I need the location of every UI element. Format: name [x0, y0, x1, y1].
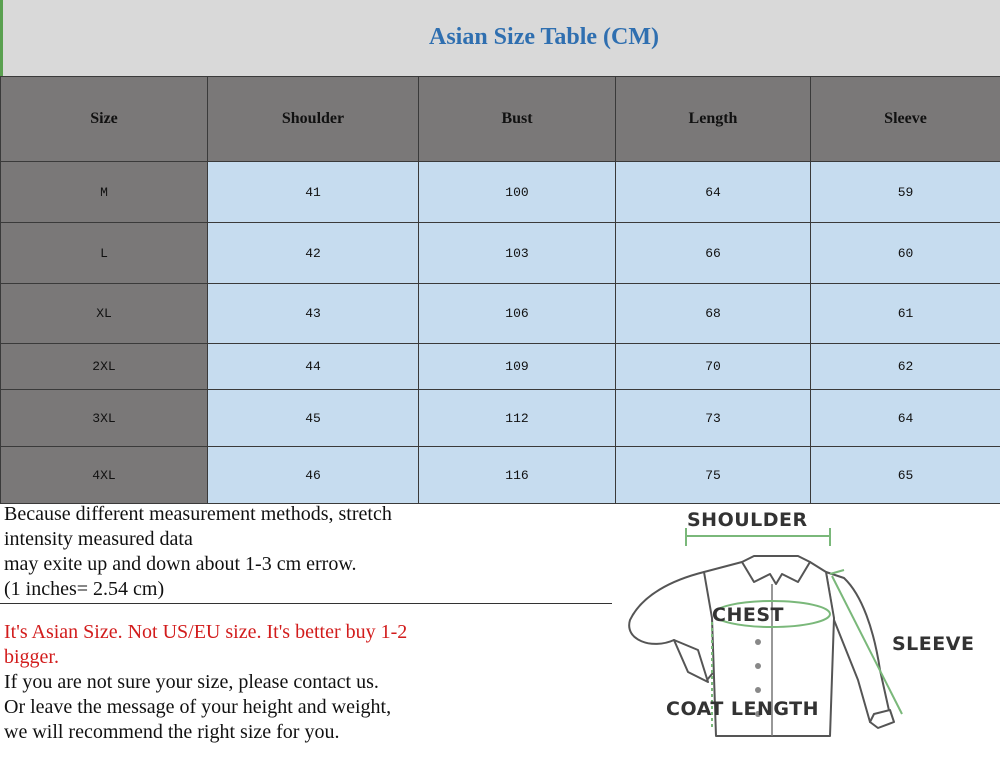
sleeve-cell: 59 — [811, 162, 1000, 223]
table-row — [1, 162, 1000, 223]
note-line: (1 inches= 2.54 cm) — [4, 577, 604, 602]
sleeve-cell: 62 — [811, 344, 1000, 390]
shoulder-label: SHOULDER — [687, 509, 808, 531]
sleeve-cell: 60 — [811, 223, 1000, 284]
bust-cell: 112 — [419, 390, 616, 447]
note-line: may exite up and down about 1-3 cm errow. — [4, 552, 604, 577]
length-cell: 64 — [616, 162, 811, 223]
bust-cell: 109 — [419, 344, 616, 390]
header-length: Length — [616, 77, 811, 162]
divider — [0, 603, 612, 604]
shoulder-cell: 43 — [208, 284, 419, 344]
right-sleeve — [826, 572, 890, 722]
size-cell: L — [1, 223, 208, 284]
shoulder-cell: 44 — [208, 344, 419, 390]
header-bust: Bust — [419, 77, 616, 162]
table-row — [1, 223, 1000, 284]
bust-cell: 106 — [419, 284, 616, 344]
note-line: Because different measurement methods, stretch — [4, 502, 604, 527]
table-header-row — [1, 77, 1000, 162]
size-cell: 3XL — [1, 390, 208, 447]
length-cell: 75 — [616, 447, 811, 504]
header-size: Size — [1, 77, 208, 162]
button-dot — [755, 663, 761, 669]
shoulder-cell: 42 — [208, 223, 419, 284]
shirt-collar — [742, 556, 810, 584]
size-advice — [4, 620, 614, 745]
table-row — [1, 284, 1000, 344]
bust-cell: 116 — [419, 447, 616, 504]
sleeve-cell: 64 — [811, 390, 1000, 447]
button-dot — [755, 687, 761, 693]
advice-line: we will recommend the right size for you. — [4, 720, 614, 745]
shoulder-cell: 45 — [208, 390, 419, 447]
size-cell: M — [1, 162, 208, 223]
length-cell: 68 — [616, 284, 811, 344]
shirt-measurement-diagram — [612, 500, 1000, 768]
sleeve-cell: 65 — [811, 447, 1000, 504]
warning-line: It's Asian Size. Not US/EU size. It's better buy 1-2 — [4, 620, 614, 645]
warning-line: bigger. — [4, 645, 614, 670]
length-cell: 66 — [616, 223, 811, 284]
advice-line: If you are not sure your size, please contact us. — [4, 670, 614, 695]
title-bar — [0, 0, 1000, 76]
length-cell: 73 — [616, 390, 811, 447]
page-title: Asian Size Table (CM) — [0, 24, 1000, 51]
size-cell: XL — [1, 284, 208, 344]
header-sleeve: Sleeve — [811, 77, 1000, 162]
chest-label: CHEST — [712, 604, 784, 626]
length-cell: 70 — [616, 344, 811, 390]
header-shoulder: Shoulder — [208, 77, 419, 162]
size-cell: 2XL — [1, 344, 208, 390]
note-line: intensity measured data — [4, 527, 604, 552]
advice-line: Or leave the message of your height and weight, — [4, 695, 614, 720]
measurement-notes — [4, 502, 604, 602]
sleeve-guide-cap — [830, 570, 844, 574]
table-row — [1, 390, 1000, 447]
coat-length-label: COAT LENGTH — [666, 698, 819, 720]
table-row — [1, 344, 1000, 390]
size-table — [0, 76, 1000, 504]
size-cell: 4XL — [1, 447, 208, 504]
bust-cell: 100 — [419, 162, 616, 223]
sleeve-label: SLEEVE — [892, 633, 974, 655]
table-row — [1, 447, 1000, 504]
shoulder-cell: 41 — [208, 162, 419, 223]
shoulder-cell: 46 — [208, 447, 419, 504]
sleeve-cell: 61 — [811, 284, 1000, 344]
button-dot — [755, 639, 761, 645]
bust-cell: 103 — [419, 223, 616, 284]
